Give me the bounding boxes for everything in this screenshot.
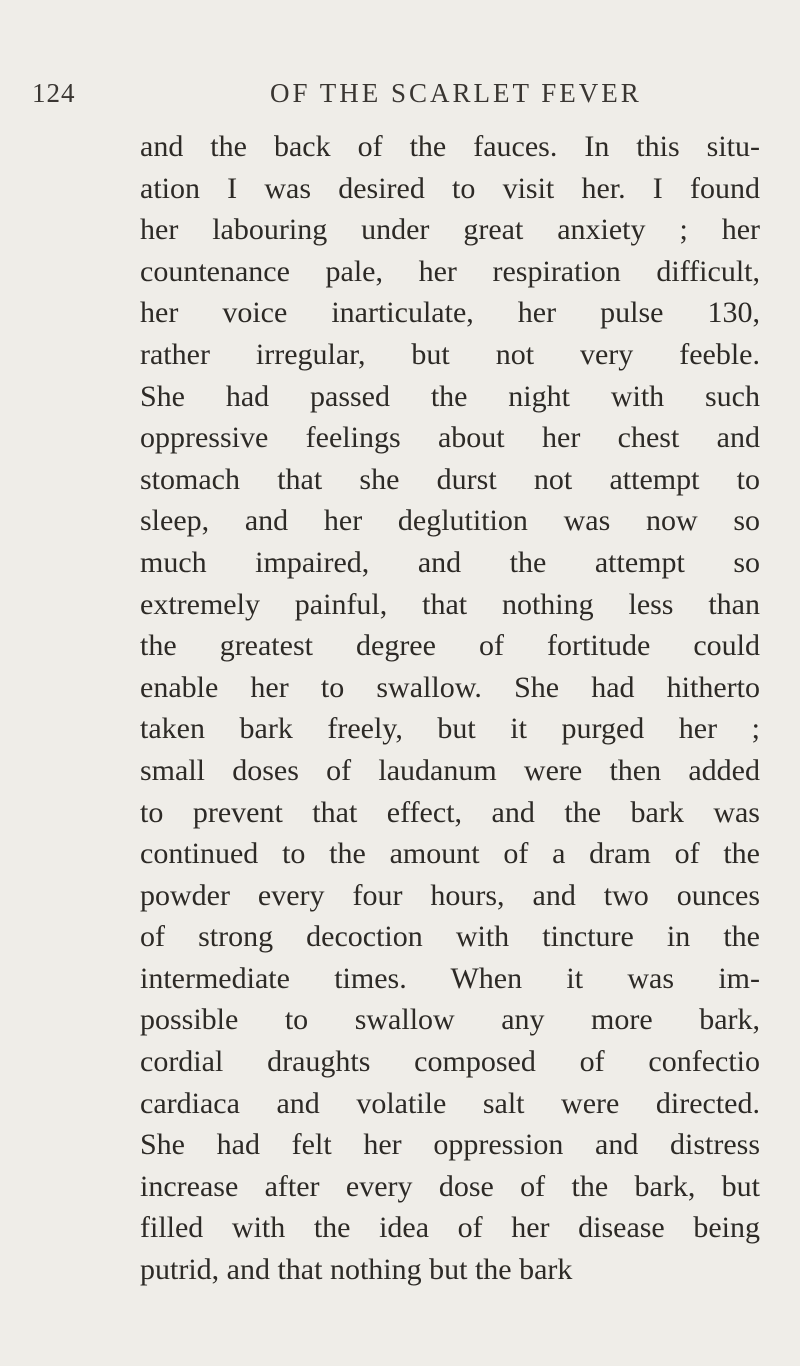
text-line: possible to swallow any more bark, xyxy=(140,1003,760,1037)
text-line: continued to the amount of a dram of the xyxy=(140,837,760,871)
text-line: She had felt her oppression and distress xyxy=(140,1128,760,1162)
body-text xyxy=(140,126,760,1291)
text-line: taken bark freely, but it purged her ; xyxy=(140,712,760,746)
text-line: ation I was desired to visit her. I found xyxy=(140,171,760,205)
text-line: cordial draughts composed of confectio xyxy=(140,1045,760,1079)
text-line: increase after every dose of the bark, but xyxy=(140,1169,760,1203)
text-line: her voice inarticulate, her pulse 130, xyxy=(140,296,760,330)
running-head: OF THE SCARLET FEVER xyxy=(270,78,642,108)
text-line: of strong decoction with tincture in the xyxy=(140,920,760,954)
page-header xyxy=(32,78,772,118)
text-line: enable her to swallow. She had hitherto xyxy=(140,670,760,704)
text-line: rather irregular, but not very feeble. xyxy=(140,337,760,371)
text-line: intermediate times. When it was im- xyxy=(140,961,760,995)
text-line: oppressive feelings about her chest and xyxy=(140,421,760,455)
text-line: small doses of laudanum were then added xyxy=(140,753,760,787)
text-line: filled with the idea of her disease being xyxy=(140,1211,760,1245)
text-line: countenance pale, her respiration difficult, xyxy=(140,254,760,288)
text-line: and the back of the fauces. In this situ- xyxy=(140,130,760,163)
text-line: sleep, and her deglutition was now so xyxy=(140,504,760,538)
text-line: stomach that she durst not attempt to xyxy=(140,462,760,496)
text-line: much impaired, and the attempt so xyxy=(140,545,760,579)
text-line: cardiaca and volatile salt were directed. xyxy=(140,1086,760,1120)
text-line: putrid, and that nothing but the bark xyxy=(140,1253,573,1287)
text-line: her labouring under great anxiety ; her xyxy=(140,213,760,247)
text-line: She had passed the night with such xyxy=(140,379,760,413)
text-line: to prevent that effect, and the bark was xyxy=(140,795,760,829)
text-line: extremely painful, that nothing less than xyxy=(140,587,760,621)
text-line: powder every four hours, and two ounces xyxy=(140,878,760,912)
text-line: the greatest degree of fortitude could xyxy=(140,629,760,663)
page-number: 124 xyxy=(32,78,76,108)
